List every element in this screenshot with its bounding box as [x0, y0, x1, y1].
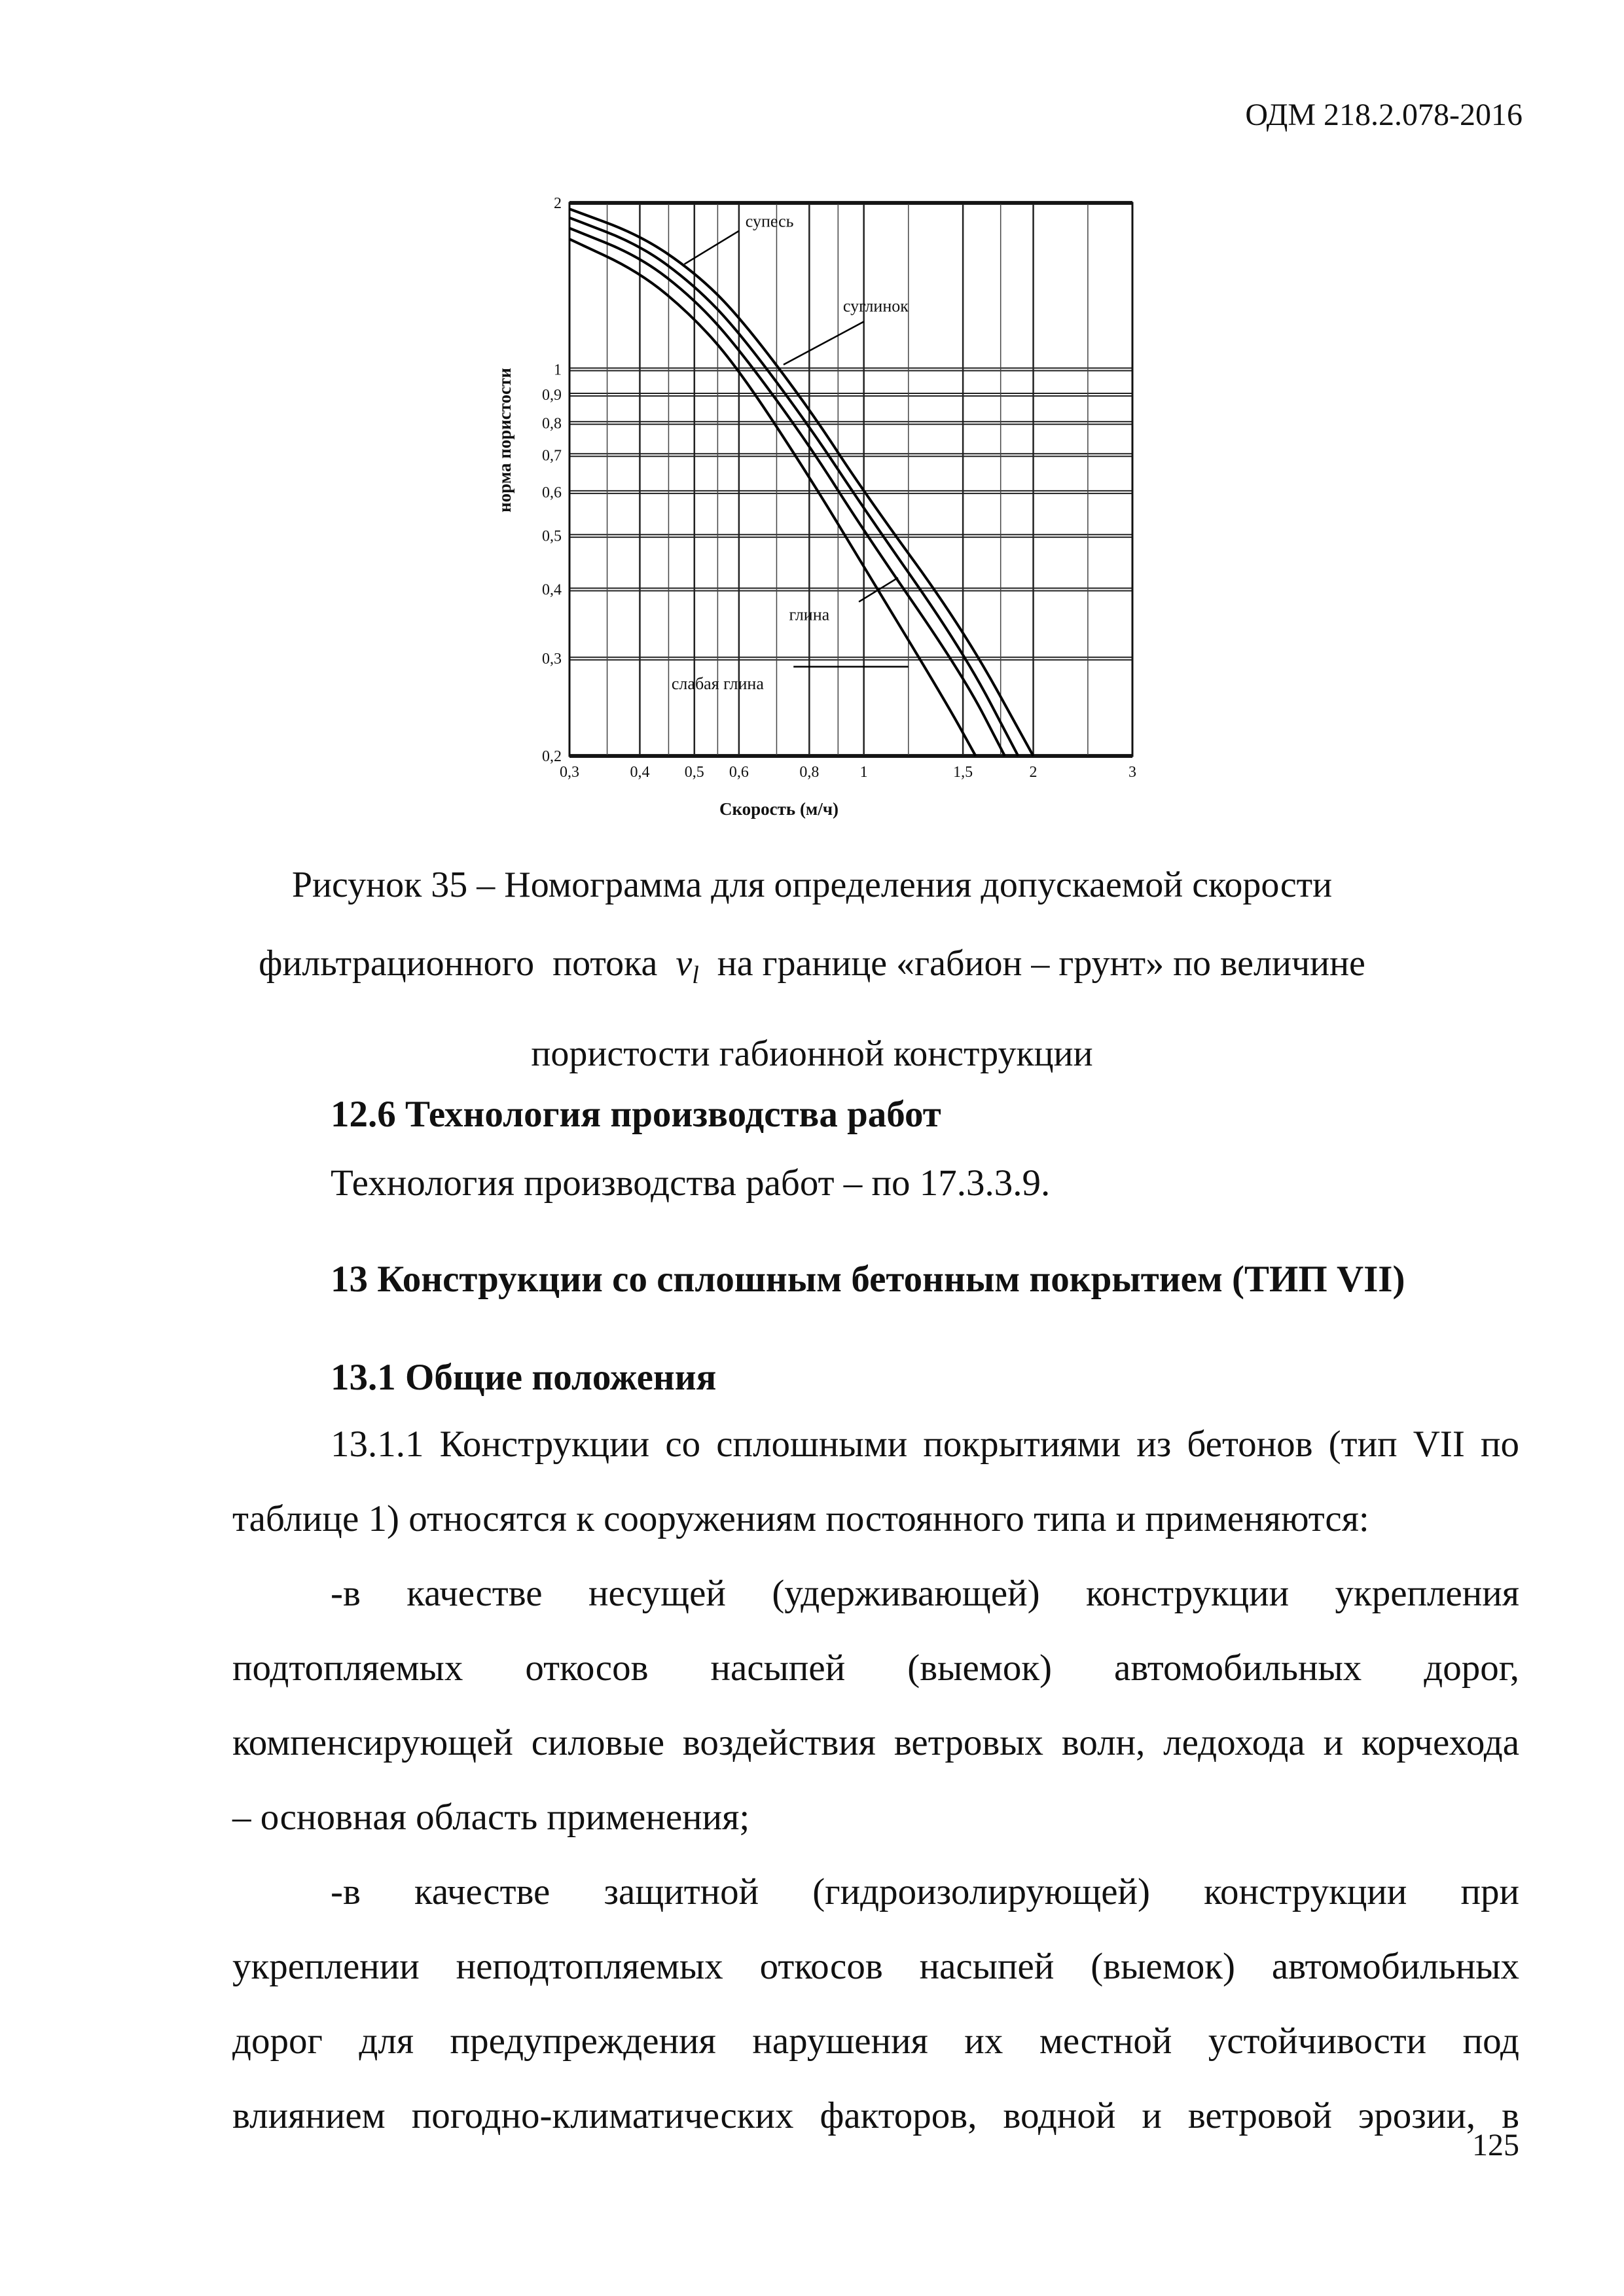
- paragraph-line: дорог для предупреждения нарушения их местной устойчивости под: [232, 2020, 1519, 2062]
- heading-12-6: 12.6 Технология производства работ: [331, 1094, 941, 1135]
- paragraph-line: -в качестве защитной (гидроизолирующей) конструкции при: [331, 1871, 1519, 1912]
- y-tick-label: 0,6: [542, 484, 562, 501]
- y-tick-label: 0,2: [542, 748, 562, 765]
- heading-13: 13 Конструкции со сплошным бетонным покрытием (ТИП VII): [331, 1259, 1405, 1300]
- series-line: [569, 228, 1005, 756]
- caption-variable: v: [676, 943, 693, 984]
- series-line: [569, 239, 976, 756]
- paragraph-line: таблице 1) относятся к сооружениям постоянного типа и применяются:: [232, 1498, 1369, 1539]
- x-axis-label: Скорость (м/ч): [719, 799, 839, 819]
- figure-caption: [0, 846, 1624, 1093]
- paragraph-13-1-1: [232, 1407, 1519, 1556]
- chart-labels: [495, 195, 1136, 819]
- y-axis-label: норма пористости: [495, 368, 514, 512]
- paragraph-line: компенсирующей силовые воздействия ветровых волн, ледохода и корчехода: [232, 1722, 1519, 1763]
- caption-line-3: пористости габионной конструкции: [531, 1033, 1093, 1075]
- paragraph-line: -в качестве несущей (удерживающей) конструкции укрепления: [331, 1573, 1519, 1614]
- x-tick-label: 1,5: [953, 764, 973, 781]
- series-label: глина: [789, 605, 830, 624]
- heading-13-1: 13.1 Общие положения: [331, 1357, 717, 1398]
- paragraph-line: – основная область применения;: [232, 1797, 750, 1838]
- paragraph-list-item-1: [232, 1556, 1519, 1855]
- x-tick-label: 3: [1128, 764, 1136, 781]
- series-label: суглинок: [842, 296, 909, 316]
- series-label: слабая глина: [671, 673, 764, 693]
- y-tick-label: 1: [554, 361, 562, 379]
- text-12-6: Технология производства работ – по 17.3.3.9.: [331, 1162, 1051, 1204]
- page-number: 125: [1472, 2128, 1519, 2162]
- caption-variable-subscript: l: [692, 961, 699, 990]
- document-code: ОДМ 218.2.078-2016: [1245, 98, 1523, 132]
- y-tick-label: 2: [554, 195, 562, 212]
- x-tick-label: 0,5: [684, 764, 704, 781]
- x-tick-label: 0,6: [729, 764, 749, 781]
- y-tick-label: 0,4: [542, 581, 562, 599]
- y-tick-label: 0,8: [542, 415, 562, 433]
- series-label: супесь: [745, 211, 794, 231]
- x-tick-label: 0,3: [560, 764, 579, 781]
- paragraph-line: влиянием погодно-климатических факторов, водной и ветровой эрозии, в: [232, 2095, 1519, 2136]
- caption-line-1: Рисунок 35 – Номограмма для определения допускаемой скорости: [291, 865, 1333, 905]
- caption-line-2-pre: фильтрационного потока: [259, 943, 676, 984]
- x-tick-label: 1: [859, 764, 868, 781]
- paragraph-list-item-2: [232, 1855, 1519, 2153]
- series-leader-line: [784, 321, 864, 365]
- paragraph-line: 13.1.1 Конструкции со сплошными покрытиями из бетонов (тип VII по: [331, 1424, 1519, 1465]
- y-tick-label: 0,9: [542, 387, 562, 404]
- y-tick-label: 0,5: [542, 528, 562, 545]
- y-tick-label: 0,3: [542, 651, 562, 668]
- series-leader-line: [859, 578, 898, 602]
- paragraph-line: укреплении неподтопляемых откосов насыпей (выемок) автомобильных: [232, 1946, 1519, 1987]
- y-tick-label: 0,7: [542, 447, 562, 465]
- x-tick-label: 0,4: [630, 764, 650, 781]
- paragraph-line: подтопляемых откосов насыпей (выемок) автомобильных дорог,: [232, 1647, 1519, 1689]
- nomogram-chart: [458, 177, 1178, 844]
- caption-line-2-post: на границе «габион – грунт» по величине: [698, 943, 1365, 984]
- series-leader-line: [685, 231, 739, 264]
- caption-line-2: [0, 924, 1624, 1014]
- series-line: [569, 218, 1018, 756]
- x-tick-label: 0,8: [799, 764, 820, 781]
- x-tick-label: 2: [1029, 764, 1038, 781]
